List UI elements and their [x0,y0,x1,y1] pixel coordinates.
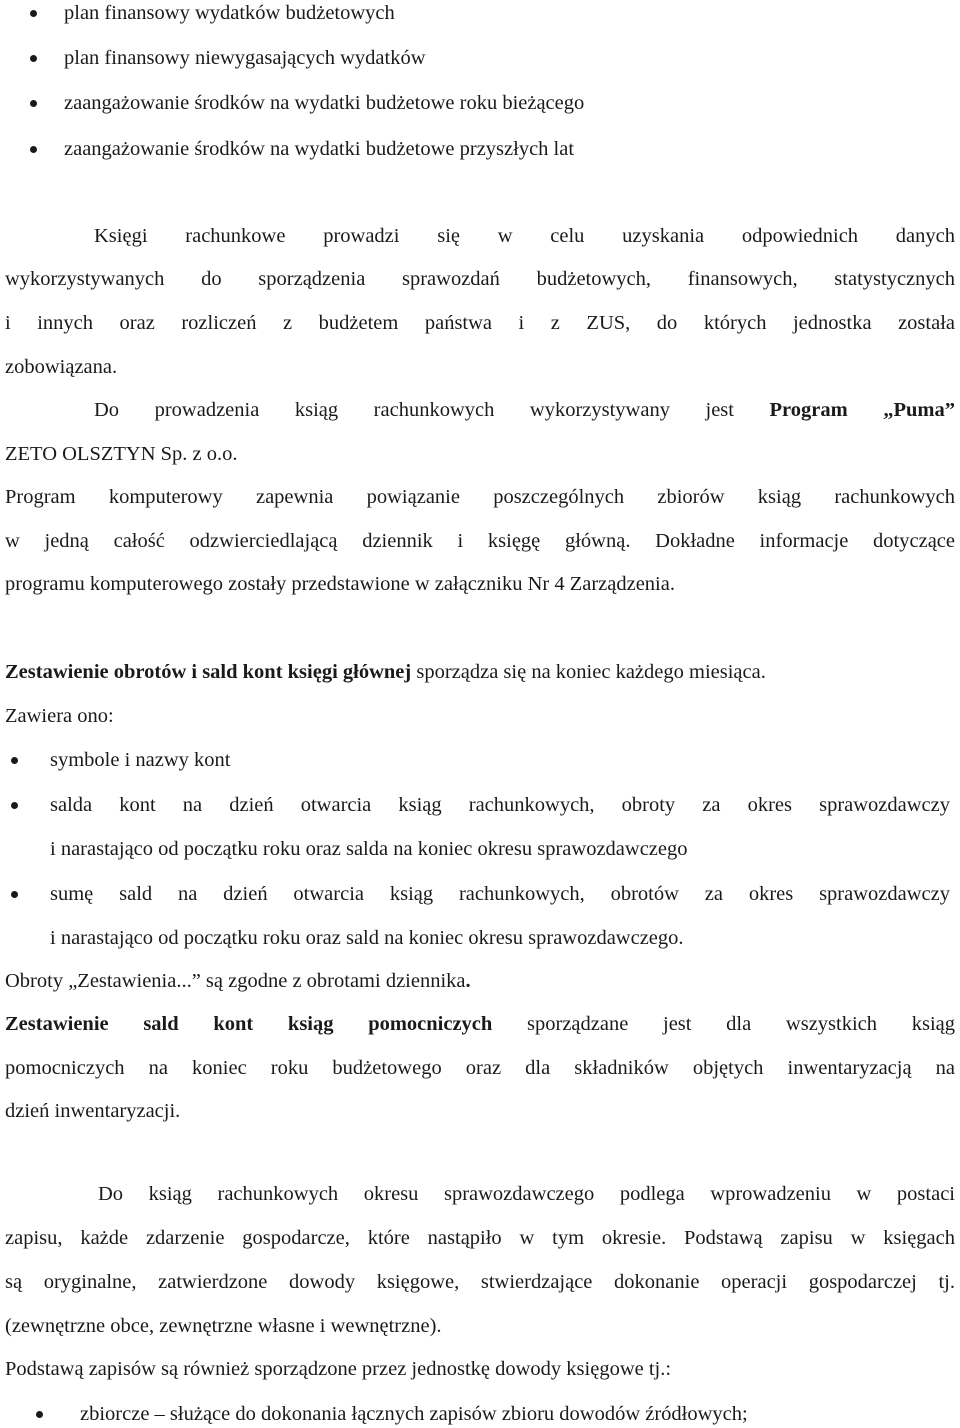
paragraph-line: ZETO OLSZTYN Sp. z o.o. [5,443,238,465]
paragraph-line: Do ksiąg rachunkowych okresu sprawozdawczego podlega wprowadzeniu w postaci [98,1183,955,1205]
paragraph-line [5,1013,955,1035]
paragraph-line [5,661,955,683]
paragraph-line: zobowiązana. [5,356,118,378]
list-item: zaangażowanie środków na wydatki budżetowe przyszłych lat [64,138,950,160]
list-item: plan finansowy niewygasających wydatków [64,47,950,69]
paragraph-line: Księgi rachunkowe prowadzi się w celu uzyskania odpowiednich danych [94,225,955,247]
paragraph-line: zapisu, każde zdarzenie gospodarcze, które nastąpiło w tym okresie. Podstawą zapisu w księgach [5,1227,955,1249]
paragraph-line: Podstawą zapisów są również sporządzone przez jednostkę dowody księgowe tj.: [5,1358,672,1380]
paragraph-line [94,399,955,421]
paragraph-line: dzień inwentaryzacji. [5,1100,181,1122]
paragraph-line: Program komputerowy zapewnia powiązanie poszczególnych zbiorów ksiąg rachunkowych [5,486,955,508]
list-item-continuation: i narastająco od początku roku oraz sald na koniec okresu sprawozdawczego. [50,927,684,949]
text-run: Do prowadzenia ksiąg rachunkowych wykorzystywany jest [94,399,734,421]
paragraph-line: Zawiera ono: [5,705,114,727]
text-run: sporządza się na koniec każdego miesiąca. [416,661,766,683]
bold-period: . [465,970,471,992]
paragraph-line: są oryginalne, zatwierdzone dowody księgowe, stwierdzające dokonanie operacji gospodarczej tj. [5,1271,955,1293]
text-run: Obroty „Zestawienia...” są zgodne z obrotami dziennika [5,970,466,992]
list-item: sumę sald na dzień otwarcia ksiąg rachunkowych, obrotów za okres sprawozdawczy [50,883,950,905]
paragraph-line: pomocniczych na koniec roku budżetowego oraz dla składników objętych inwentaryzacją na [5,1057,955,1079]
text-run: sporządzane jest dla wszystkich ksiąg [527,1013,955,1035]
paragraph-line: (zewnętrzne obce, zewnętrzne własne i wewnętrzne). [5,1315,442,1337]
list-item: salda kont na dzień otwarcia ksiąg rachunkowych, obroty za okres sprawozdawczy [50,794,950,816]
paragraph-line: w jedną całość odzwierciedlającą dziennik i księgę główną. Dokładne informacje dotyczące [5,530,955,552]
paragraph-line: wykorzystywanych do sporządzenia sprawozdań budżetowych, finansowych, statystycznych [5,268,955,290]
list-item: zaangażowanie środków na wydatki budżetowe roku bieżącego [64,92,950,114]
bold-heading: Zestawienie sald kont ksiąg pomocniczych [5,1013,493,1035]
bold-heading: Zestawienie obrotów i sald kont księgi głównej [5,661,412,683]
paragraph-line: i innych oraz rozliczeń z budżetem państwa i z ZUS, do których jednostka została [5,312,955,334]
list-item-continuation: i narastająco od początku roku oraz salda na koniec okresu sprawozdawczego [50,838,688,860]
paragraph-line: programu komputerowego zostały przedstawione w załączniku Nr 4 Zarządzenia. [5,573,675,595]
list-item: symbole i nazwy kont [50,749,950,771]
list-item: zbiorcze – służące do dokonania łącznych zapisów zbioru dowodów źródłowych; [80,1403,950,1425]
list-item: plan finansowy wydatków budżetowych [64,2,950,24]
program-name: Program „Puma” [769,399,955,421]
paragraph-line [5,970,955,992]
